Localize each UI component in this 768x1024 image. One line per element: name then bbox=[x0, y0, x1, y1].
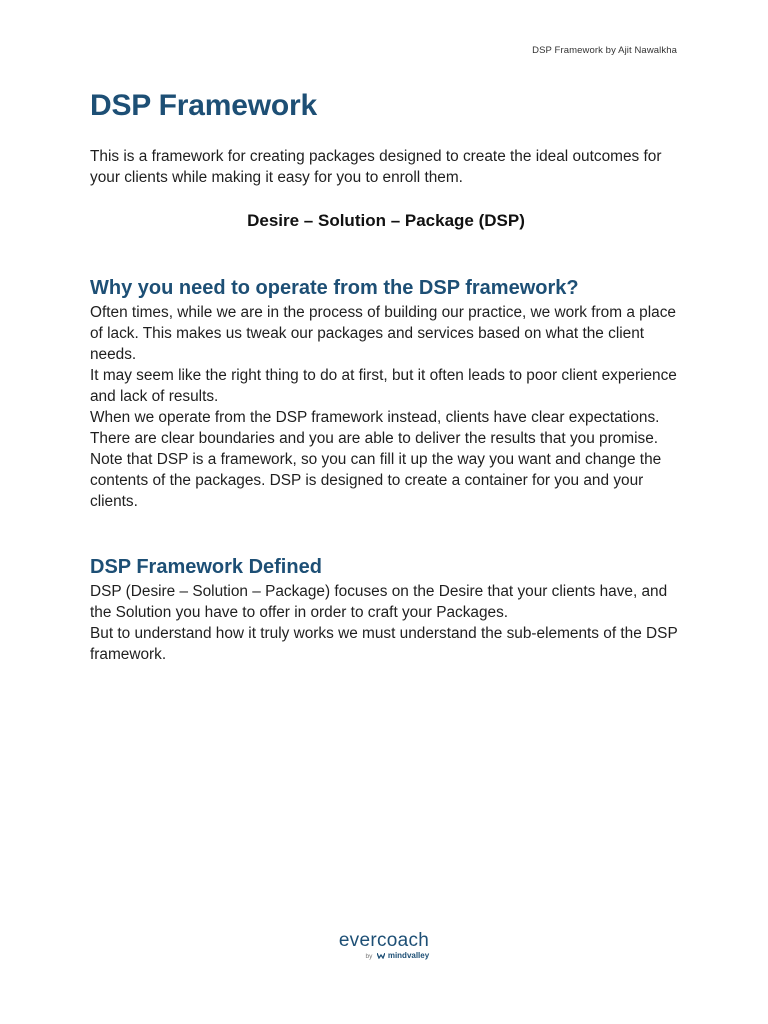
document-body bbox=[90, 84, 682, 665]
page-header: DSP Framework by Ajit Nawalkha bbox=[532, 45, 677, 56]
paragraph-defined-2: But to understand how it truly works we must understand the sub-elements of the DSP framework. bbox=[90, 625, 678, 663]
paragraph-why-1: Often times, while we are in the process of building our practice, we work from a place of lack. This makes us tweak our packages and services based on what the client needs. bbox=[90, 304, 676, 363]
evercoach-logo bbox=[339, 930, 429, 962]
logo-by-text: by bbox=[365, 953, 373, 960]
section-heading-defined: DSP Framework Defined bbox=[90, 556, 322, 578]
logo-brand-text: mindvalley bbox=[387, 951, 430, 960]
paragraph-why-2: It may seem like the right thing to do at first, but it often leads to poor client experience and lack of results. bbox=[90, 367, 677, 405]
dsp-subtitle: Desire – Solution – Package (DSP) bbox=[247, 211, 525, 230]
intro-paragraph: This is a framework for creating packages designed to create the ideal outcomes for your clients while making it easy for you to enroll them. bbox=[90, 148, 662, 186]
page-title: DSP Framework bbox=[90, 89, 317, 122]
footer-logo bbox=[0, 930, 768, 963]
logo-subline bbox=[339, 951, 429, 962]
logo-wordmark: evercoach bbox=[338, 930, 430, 951]
paragraph-defined-1: DSP (Desire – Solution – Package) focuses on the Desire that your clients have, and the Solution you have to offer in order to craft your Packages. bbox=[90, 583, 668, 621]
mindvalley-mark-icon bbox=[377, 953, 385, 959]
paragraph-why-4: Note that DSP is a framework, so you can fill it up the way you want and change the contents of the packages. DSP is designed to create a container for you and your clients. bbox=[90, 451, 662, 510]
paragraph-why-3: When we operate from the DSP framework instead, clients have clear expectations. There are clear boundaries and you are able to deliver the results that you promise. bbox=[90, 409, 660, 447]
section-heading-why: Why you need to operate from the DSP framework? bbox=[90, 277, 579, 299]
